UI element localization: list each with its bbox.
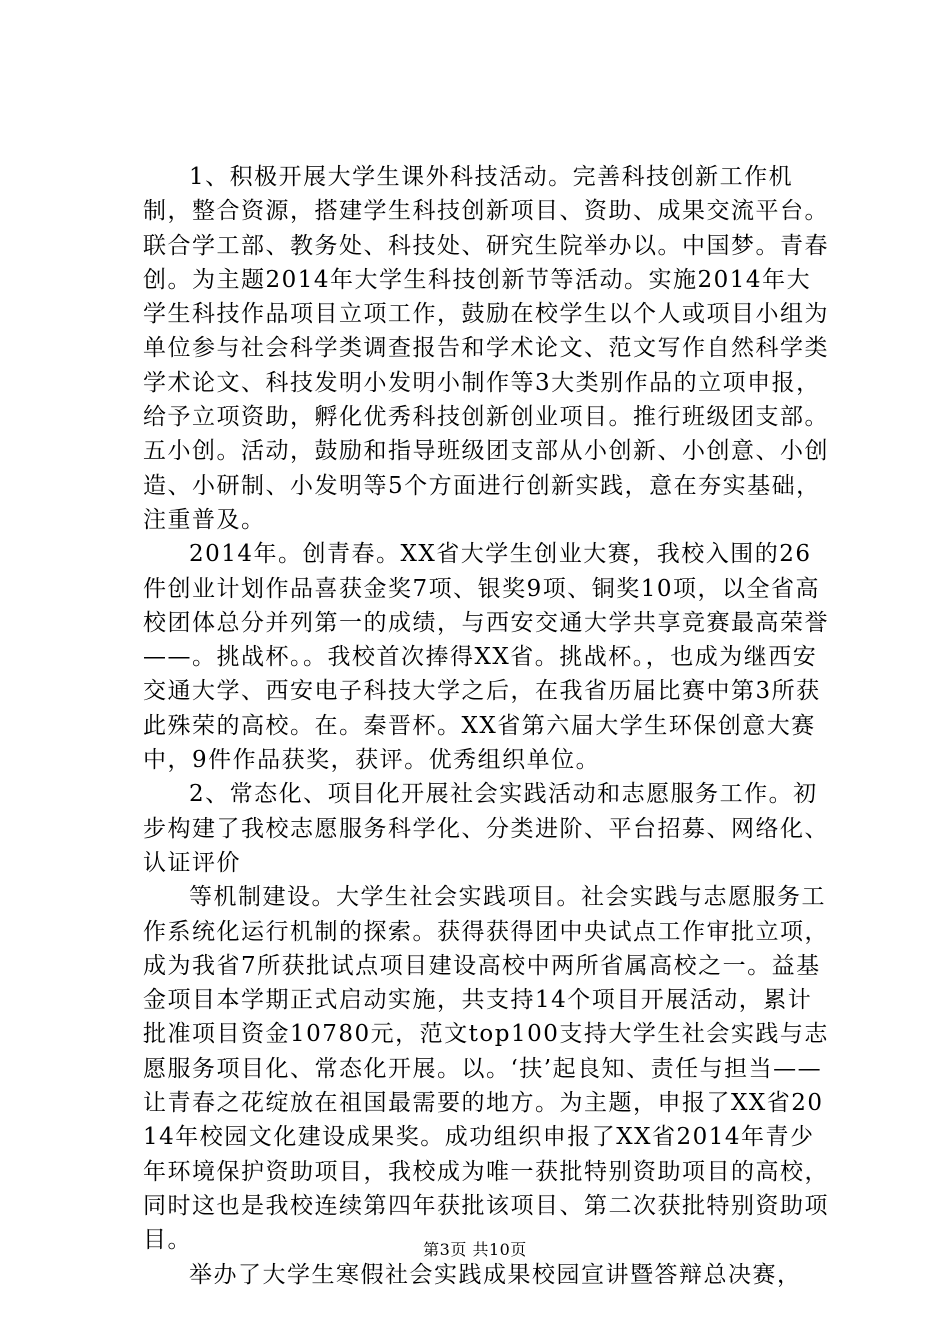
page-number-footer: 第3页 共10页 bbox=[423, 1240, 527, 1259]
paragraph-mechanism-construction: 等机制建设。大学生社会实践项目。社会实践与志愿服务工作系统化运行机制的探索。获得获得团中央试点工作审批立项，成为我省7所获批试点项目建设高校中两所省属高校之一。益基金项目本学期正式启动实施，共支持14个项目开展活动，累计批准项目资金10780元，范文top100支持大学生社会实践与志愿服务项目化、常态化开展。以。‘扶’起良知、责任与担当——让青春之花绽放在祖国最需要的地方。为主题，申报了XX省2014年校园文化建设成果奖。成功组织申报了XX省2014年青少年环境保护资助项目，我校成为唯一获批特别资助项目的高校，同时这也是我校连续第四年获批该项目、第二次获批特别资助项目。 bbox=[143, 884, 829, 1254]
paragraph-social-practice-intro: 2、常态化、项目化开展社会实践活动和志愿服务工作。初步构建了我校志愿服务科学化、分类进阶、平台招募、网络化、认证评价 bbox=[143, 781, 829, 876]
paragraph-winter-practice: 举办了大学生寒假社会实践成果校园宣讲暨答辩总决赛， bbox=[189, 1261, 802, 1288]
paragraph-entrepreneurship-contest: 2014年。创青春。XX省大学生创业大赛，我校入围的26件创业计划作品喜获金奖7项、银奖9项、铜奖10项，以全省高校团体总分并列第一的成绩，与西安交通大学共享竞赛最高荣誉——。挑战杯。。我校首次捧得XX省。挑战杯。，也成为继西安交通大学、西安电子科技大学之后，在我省历届比赛中第3所获此殊荣的高校。在。秦晋杯。XX省第六届大学生环保创意大赛中，9件作品获奖，获评。优秀组织单位。 bbox=[143, 541, 829, 774]
paragraph-science-activities: 1、积极开展大学生课外科技活动。完善科技创新工作机制，整合资源，搭建学生科技创新项目、资助、成果交流平台。联合学工部、教务处、科技处、研究生院举办以。中国梦。青春创。为主题2014年大学生科技创新节等活动。实施2014年大学生科技作品项目立项工作，鼓励在校学生以个人或项目小组为单位参与社会科学类调查报告和学术论文、范文写作自然科学类学术论文、科技发明小发明小制作等3大类别作品的立项申报，给予立项资助，孵化优秀科技创新创业项目。推行班级团支部。五小创。活动，鼓励和指导班级团支部从小创新、小创意、小创造、小研制、小发明等5个方面进行创新实践，意在夯实基础，注重普及。 bbox=[143, 164, 829, 533]
document-body bbox=[143, 160, 833, 1292]
